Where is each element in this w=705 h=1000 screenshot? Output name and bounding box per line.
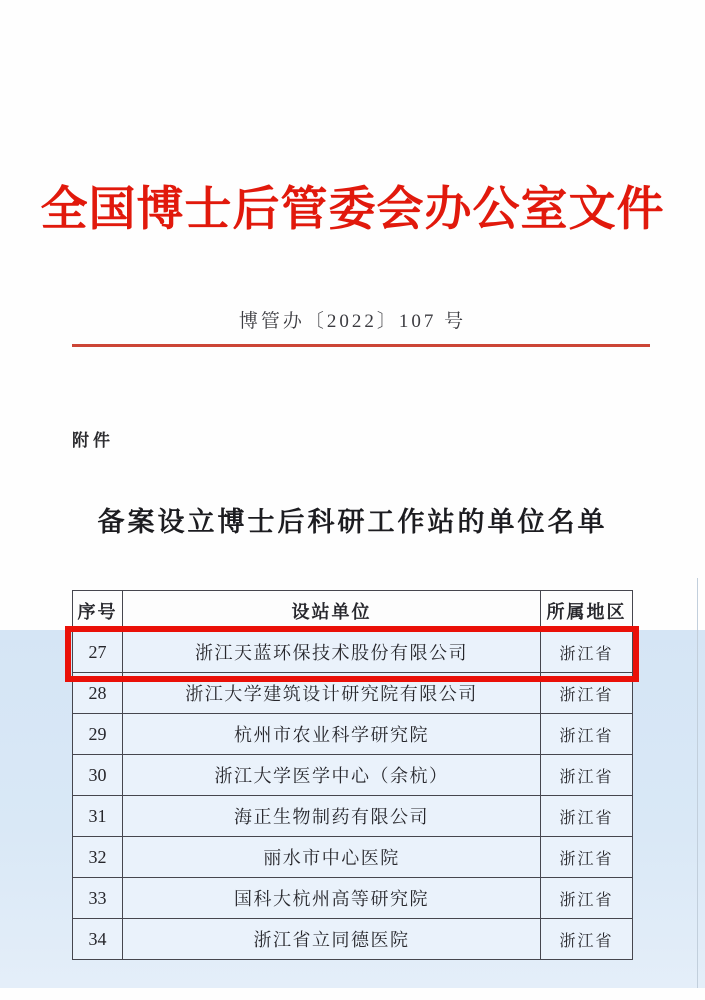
row-number-cell: 34: [73, 919, 123, 960]
table-body: [73, 632, 633, 960]
unit-list-table: [72, 590, 633, 960]
row-number-cell: 33: [73, 878, 123, 919]
region-name-cell: 浙江省: [541, 837, 633, 878]
unit-name-cell: 浙江大学医学中心（余杭）: [123, 755, 541, 796]
red-divider-rule: [72, 344, 650, 347]
region-name-cell: 浙江省: [541, 919, 633, 960]
table-row: [73, 837, 633, 878]
row-number-cell: 32: [73, 837, 123, 878]
region-name-cell: 浙江省: [541, 714, 633, 755]
header-所属地区: 所属地区: [541, 591, 633, 632]
header-序号: 序号: [73, 591, 123, 632]
region-name-cell: 浙江省: [541, 755, 633, 796]
table-row: [73, 878, 633, 919]
table-row: [73, 755, 633, 796]
region-name-cell: 浙江省: [541, 796, 633, 837]
region-name-cell: 浙江省: [541, 673, 633, 714]
unit-name-cell: 杭州市农业科学研究院: [123, 714, 541, 755]
region-name-cell: 浙江省: [541, 878, 633, 919]
row-number-cell: 31: [73, 796, 123, 837]
table-row: [73, 673, 633, 714]
attachment-label: 附件: [72, 431, 114, 450]
table-title: 备案设立博士后科研工作站的单位名单: [97, 507, 608, 537]
unit-name-cell: 国科大杭州高等研究院: [123, 878, 541, 919]
unit-name-cell: 海正生物制药有限公司: [123, 796, 541, 837]
table-header-row: [73, 591, 633, 632]
row-number-cell: 27: [73, 632, 123, 673]
document-number: 博管办〔2022〕107 号: [238, 311, 467, 332]
row-number-cell: 30: [73, 755, 123, 796]
document-title: 全国博士后管委会办公室文件: [40, 184, 665, 236]
unit-name-cell: 浙江省立同德医院: [123, 919, 541, 960]
row-number-cell: 28: [73, 673, 123, 714]
table-row-highlighted: [73, 632, 633, 673]
table-header: [73, 591, 633, 632]
unit-name-cell: 浙江大学建筑设计研究院有限公司: [123, 673, 541, 714]
table-row: [73, 714, 633, 755]
table-row: [73, 796, 633, 837]
page-edge-line: [697, 578, 698, 988]
row-number-cell: 29: [73, 714, 123, 755]
table-row: [73, 919, 633, 960]
header-设站单位: 设站单位: [123, 591, 541, 632]
region-name-cell: 浙江省: [541, 632, 633, 673]
unit-name-cell: 浙江天蓝环保技术股份有限公司: [123, 632, 541, 673]
unit-name-cell: 丽水市中心医院: [123, 837, 541, 878]
